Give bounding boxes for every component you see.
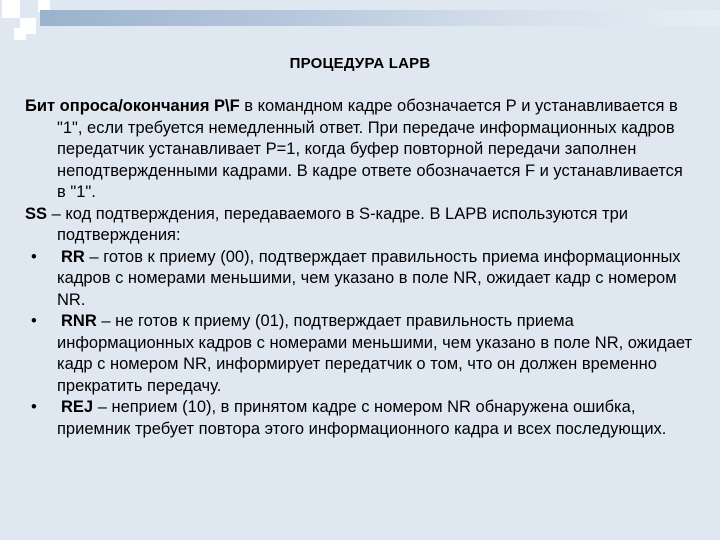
- paragraph-ss-text: – код подтверждения, передаваемого в S-кадре. В LAPB используются три подтверждения:: [47, 204, 629, 244]
- paragraph-ss-code: [25, 204, 695, 247]
- list-item-rnr-text: – не готов к приему (01), подтверждает правильность приема информационных кадров с номерами меньшими, чем указано в поле NR, ожидает кадр с номером NR, информирует передатчик о том, что он должен временно прекратить передачу.: [57, 312, 693, 395]
- paragraph-pf-bit: [25, 96, 695, 204]
- term-ss: SS: [25, 204, 48, 223]
- list-item-rej-text: – неприем (10), в принятом кадре с номером NR обнаружена ошибка, приемник требует повтора этого информационного кадра и всех последующих.: [57, 398, 667, 438]
- decorative-square: [2, 0, 20, 18]
- bullet-icon: •: [31, 312, 37, 330]
- slide-body: [25, 96, 695, 440]
- bullet-icon: •: [31, 247, 37, 266]
- list-item-rr: [25, 247, 695, 312]
- decorative-square: [14, 28, 26, 40]
- term-rr: RR: [61, 247, 85, 266]
- header-gradient-bar: [40, 10, 720, 26]
- list-item-rej: [25, 397, 695, 440]
- term-rej: REJ: [61, 398, 94, 416]
- list-item-rr-text: – готов к приему (00), подтверждает правильность приема информационных кадров с номерами меньшими, чем указано в поле NR, ожидает кадр с номером NR.: [57, 247, 681, 309]
- slide-title: ПРОЦЕДУРА LAPB: [289, 55, 431, 72]
- term-rnr: RNR: [61, 312, 97, 330]
- term-pf-bit: Бит опроса/окончания P\F: [25, 97, 240, 115]
- paragraph-pf-text: в командном кадре обозначается Р и устанавливается в "1", если требуется немедленный ответ. При передаче информационных кадров передатчик устанавливает P=1, когда буфер повторной передачи заполнен неподтвержденными кадрами. В кадре ответе обозначается F и устанавливается в "1".: [57, 97, 683, 201]
- bullet-icon: •: [31, 398, 37, 416]
- list-item-rnr: [25, 311, 695, 397]
